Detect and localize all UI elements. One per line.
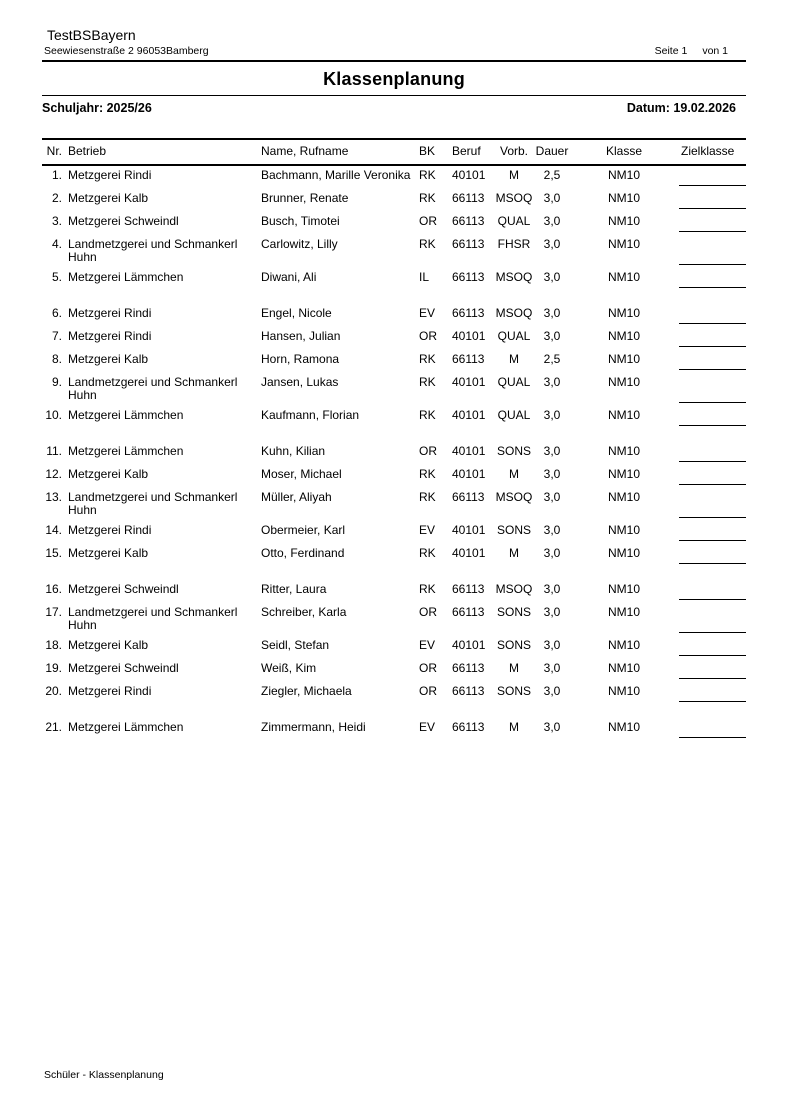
table-body <box>42 166 746 744</box>
cell-vorb: M <box>509 720 519 734</box>
zielklasse-blank-line <box>679 599 746 600</box>
cell-nr: 3. <box>51 214 62 228</box>
cell-nr: 9. <box>51 375 62 389</box>
cell-klasse: NM10 <box>607 638 640 652</box>
cell-name: Kaufmann, Florian <box>261 408 360 422</box>
cell-betrieb: Metzgerei Rindi <box>68 329 152 343</box>
cell-dauer: 3,0 <box>543 490 561 504</box>
zielklasse-blank-line <box>679 346 746 347</box>
cell-betrieb: Landmetzgerei und Schmankerl Huhn <box>68 375 238 402</box>
cell-vorb: SONS <box>496 444 531 458</box>
column-header-dauer: Dauer <box>535 144 569 158</box>
cell-name: Kuhn, Kilian <box>261 444 326 458</box>
cell-betrieb: Metzgerei Rindi <box>68 306 152 320</box>
cell-klasse: NM10 <box>607 546 640 560</box>
cell-klasse: NM10 <box>607 444 640 458</box>
cell-name: Moser, Michael <box>261 467 342 481</box>
cell-name: Ritter, Laura <box>261 582 327 596</box>
cell-name: Hansen, Julian <box>261 329 341 343</box>
cell-dauer: 3,0 <box>543 638 561 652</box>
cell-dauer: 3,0 <box>543 306 561 320</box>
cell-nr: 4. <box>51 237 62 251</box>
cell-zielklasse <box>679 721 746 734</box>
cell-zielklasse <box>679 639 746 652</box>
school-year: Schuljahr: 2025/26 <box>42 101 152 115</box>
cell-beruf: 40101 <box>452 638 486 652</box>
cell-bk: OR <box>419 329 437 343</box>
cell-name: Bachmann, Marille Veronika <box>261 168 411 182</box>
cell-zielklasse <box>679 238 746 264</box>
cell-vorb: MSOQ <box>495 490 533 504</box>
cell-bk: RK <box>419 352 436 366</box>
cell-betrieb: Metzgerei Rindi <box>68 168 152 182</box>
cell-betrieb: Metzgerei Kalb <box>68 352 149 366</box>
cell-klasse: NM10 <box>607 375 640 389</box>
cell-zielklasse <box>679 271 746 284</box>
cell-beruf: 40101 <box>452 467 486 481</box>
table-row <box>42 353 746 376</box>
cell-bk: RK <box>419 237 436 251</box>
cell-klasse: NM10 <box>607 467 640 481</box>
cell-vorb: M <box>509 352 519 366</box>
table-row <box>42 307 746 330</box>
cell-betrieb: Metzgerei Schweindl <box>68 582 179 596</box>
cell-beruf: 66113 <box>452 352 485 366</box>
title-rule <box>42 95 746 96</box>
cell-klasse: NM10 <box>607 490 640 504</box>
column-header-klasse: Klasse <box>605 144 643 158</box>
table-row <box>42 468 746 491</box>
organization-name: TestBSBayern <box>47 27 136 43</box>
table-row <box>42 662 746 685</box>
cell-beruf: 40101 <box>452 523 486 537</box>
cell-vorb: FHSR <box>497 237 531 251</box>
cell-betrieb: Metzgerei Kalb <box>68 467 149 481</box>
zielklasse-blank-line <box>679 678 746 679</box>
cell-bk: RK <box>419 546 436 560</box>
zielklasse-blank-line <box>679 563 746 564</box>
cell-klasse: NM10 <box>607 191 640 205</box>
zielklasse-blank-line <box>679 185 746 186</box>
cell-nr: 1. <box>51 168 62 182</box>
column-header-zielklasse: Zielklasse <box>681 144 735 158</box>
cell-vorb: SONS <box>496 523 531 537</box>
cell-beruf: 40101 <box>452 168 486 182</box>
zielklasse-blank-line <box>679 632 746 633</box>
cell-vorb: MSOQ <box>495 191 533 205</box>
cell-bk: RK <box>419 490 436 504</box>
cell-klasse: NM10 <box>607 306 640 320</box>
school-address: Seewiesenstraße 2 96053Bamberg <box>44 45 209 57</box>
cell-nr: 17. <box>45 605 62 619</box>
cell-bk: EV <box>419 306 436 320</box>
cell-bk: OR <box>419 661 437 675</box>
cell-klasse: NM10 <box>607 408 640 422</box>
report-content <box>42 0 746 744</box>
cell-name: Seidl, Stefan <box>261 638 330 652</box>
table-header-row <box>42 140 746 164</box>
cell-dauer: 3,0 <box>543 329 561 343</box>
zielklasse-blank-line <box>679 461 746 462</box>
cell-betrieb: Metzgerei Kalb <box>68 638 149 652</box>
header-rule <box>42 60 746 62</box>
cell-bk: OR <box>419 605 437 619</box>
table-row <box>42 547 746 570</box>
cell-beruf: 40101 <box>452 329 486 343</box>
cell-dauer: 3,0 <box>543 661 561 675</box>
zielklasse-blank-line <box>679 737 746 738</box>
cell-vorb: M <box>509 168 519 182</box>
cell-nr: 11. <box>46 444 62 458</box>
cell-beruf: 66113 <box>452 684 485 698</box>
cell-dauer: 3,0 <box>543 523 561 537</box>
cell-vorb: MSOQ <box>495 582 533 596</box>
cell-zielklasse <box>679 445 746 458</box>
zielklasse-blank-line <box>679 323 746 324</box>
cell-betrieb: Landmetzgerei und Schmankerl Huhn <box>68 490 238 517</box>
cell-vorb: M <box>509 467 519 481</box>
page-indicator <box>655 45 728 57</box>
cell-zielklasse <box>679 409 746 422</box>
cell-betrieb: Metzgerei Schweindl <box>68 214 179 228</box>
cell-bk: EV <box>419 720 436 734</box>
cell-zielklasse <box>679 491 746 517</box>
cell-vorb: MSOQ <box>495 306 533 320</box>
page-current: Seite 1 <box>654 45 688 57</box>
table-row <box>42 238 746 271</box>
cell-nr: 19. <box>45 661 62 675</box>
cell-zielklasse <box>679 547 746 560</box>
table-row <box>42 215 746 238</box>
cell-klasse: NM10 <box>607 720 640 734</box>
cell-vorb: M <box>509 661 519 675</box>
cell-vorb: QUAL <box>497 329 531 343</box>
table-row <box>42 271 746 294</box>
cell-dauer: 3,0 <box>543 237 561 251</box>
zielklasse-blank-line <box>679 484 746 485</box>
cell-name: Engel, Nicole <box>261 306 332 320</box>
cell-zielklasse <box>679 606 746 632</box>
cell-dauer: 3,0 <box>543 582 561 596</box>
cell-dauer: 3,0 <box>543 467 561 481</box>
cell-nr: 8. <box>51 352 62 366</box>
cell-dauer: 3,0 <box>543 191 561 205</box>
cell-vorb: QUAL <box>497 408 531 422</box>
cell-nr: 12. <box>45 467 62 481</box>
cell-zielklasse <box>679 169 746 182</box>
cell-beruf: 40101 <box>452 546 486 560</box>
cell-zielklasse <box>679 192 746 205</box>
cell-beruf: 40101 <box>452 444 486 458</box>
cell-bk: RK <box>419 375 436 389</box>
cell-dauer: 3,0 <box>543 546 561 560</box>
cell-name: Schreiber, Karla <box>261 605 347 619</box>
table-row <box>42 192 746 215</box>
cell-klasse: NM10 <box>607 605 640 619</box>
cell-nr: 2. <box>51 191 62 205</box>
cell-bk: EV <box>419 638 436 652</box>
zielklasse-blank-line <box>679 517 746 518</box>
cell-beruf: 66113 <box>452 490 485 504</box>
column-header-name: Name, Rufname <box>261 144 349 158</box>
table-row <box>42 491 746 524</box>
address-row <box>42 45 746 57</box>
cell-beruf: 66113 <box>452 306 485 320</box>
cell-nr: 15. <box>45 546 62 560</box>
cell-zielklasse <box>679 662 746 675</box>
table-row <box>42 639 746 662</box>
cell-zielklasse <box>679 583 746 596</box>
cell-name: Obermeier, Karl <box>261 523 346 537</box>
report-date: Datum: 19.02.2026 <box>626 101 736 115</box>
cell-dauer: 3,0 <box>543 605 561 619</box>
zielklasse-blank-line <box>679 655 746 656</box>
cell-betrieb: Landmetzgerei und Schmankerl Huhn <box>68 605 238 632</box>
cell-klasse: NM10 <box>607 270 640 284</box>
cell-name: Jansen, Lukas <box>261 375 339 389</box>
cell-vorb: M <box>509 546 519 560</box>
cell-beruf: 40101 <box>452 408 486 422</box>
cell-bk: IL <box>419 270 430 284</box>
page-total: von 1 <box>702 45 728 57</box>
cell-name: Müller, Aliyah <box>261 490 332 504</box>
cell-nr: 20. <box>45 684 62 698</box>
table-row <box>42 685 746 708</box>
column-header-beruf: Beruf <box>452 144 481 158</box>
cell-beruf: 66113 <box>452 214 485 228</box>
cell-vorb: MSOQ <box>495 270 533 284</box>
footer-label: Schüler - Klassenplanung <box>44 1069 164 1081</box>
table-row <box>42 445 746 468</box>
cell-zielklasse <box>679 685 746 698</box>
cell-beruf: 66113 <box>452 582 485 596</box>
cell-beruf: 40101 <box>452 375 486 389</box>
column-header-betrieb: Betrieb <box>68 144 107 158</box>
cell-bk: OR <box>419 444 437 458</box>
cell-nr: 10. <box>45 408 62 422</box>
cell-zielklasse <box>679 524 746 537</box>
cell-klasse: NM10 <box>607 352 640 366</box>
report-title: Klassenplanung <box>323 69 465 89</box>
cell-name: Busch, Timotei <box>261 214 340 228</box>
cell-name: Horn, Ramona <box>261 352 340 366</box>
cell-bk: OR <box>419 684 437 698</box>
cell-name: Ziegler, Michaela <box>261 684 352 698</box>
table-row <box>42 330 746 353</box>
cell-klasse: NM10 <box>607 168 640 182</box>
table-row <box>42 524 746 547</box>
zielklasse-blank-line <box>679 208 746 209</box>
cell-nr: 16. <box>45 582 62 596</box>
cell-betrieb: Metzgerei Lämmchen <box>68 270 184 284</box>
cell-beruf: 66113 <box>452 605 485 619</box>
cell-zielklasse <box>679 215 746 228</box>
cell-name: Carlowitz, Lilly <box>261 237 338 251</box>
cell-dauer: 3,0 <box>543 214 561 228</box>
cell-bk: RK <box>419 467 436 481</box>
table-row <box>42 606 746 639</box>
cell-zielklasse <box>679 353 746 366</box>
cell-klasse: NM10 <box>607 523 640 537</box>
cell-klasse: NM10 <box>607 329 640 343</box>
cell-bk: RK <box>419 582 436 596</box>
cell-vorb: SONS <box>496 684 531 698</box>
cell-bk: RK <box>419 168 436 182</box>
column-header-nr: Nr. <box>46 144 62 158</box>
cell-beruf: 66113 <box>452 720 485 734</box>
cell-betrieb: Metzgerei Schweindl <box>68 661 179 675</box>
cell-klasse: NM10 <box>607 214 640 228</box>
cell-dauer: 3,0 <box>543 408 561 422</box>
cell-betrieb: Landmetzgerei und Schmankerl Huhn <box>68 237 238 264</box>
zielklasse-blank-line <box>679 425 746 426</box>
cell-klasse: NM10 <box>607 684 640 698</box>
cell-bk: RK <box>419 191 436 205</box>
cell-zielklasse <box>679 307 746 320</box>
cell-betrieb: Metzgerei Kalb <box>68 191 149 205</box>
cell-dauer: 3,0 <box>543 444 561 458</box>
cell-nr: 21. <box>45 720 62 734</box>
cell-nr: 5. <box>51 270 62 284</box>
meta-row <box>42 102 746 115</box>
cell-name: Otto, Ferdinand <box>261 546 345 560</box>
zielklasse-blank-line <box>679 287 746 288</box>
cell-klasse: NM10 <box>607 661 640 675</box>
cell-zielklasse <box>679 330 746 343</box>
zielklasse-blank-line <box>679 540 746 541</box>
cell-nr: 7. <box>51 329 62 343</box>
cell-betrieb: Metzgerei Kalb <box>68 546 149 560</box>
cell-beruf: 66113 <box>452 270 485 284</box>
table-row <box>42 721 746 744</box>
cell-betrieb: Metzgerei Lämmchen <box>68 408 184 422</box>
cell-nr: 14. <box>45 523 62 537</box>
column-header-vorb: Vorb. <box>499 144 529 158</box>
table-row <box>42 409 746 432</box>
table-row <box>42 169 746 192</box>
cell-vorb: QUAL <box>497 214 531 228</box>
cell-name: Brunner, Renate <box>261 191 349 205</box>
cell-nr: 6. <box>51 306 62 320</box>
cell-name: Zimmermann, Heidi <box>261 720 366 734</box>
cell-vorb: QUAL <box>497 375 531 389</box>
cell-name: Weiß, Kim <box>261 661 317 675</box>
cell-betrieb: Metzgerei Lämmchen <box>68 444 184 458</box>
cell-bk: EV <box>419 523 436 537</box>
cell-beruf: 66113 <box>452 661 485 675</box>
cell-klasse: NM10 <box>607 582 640 596</box>
zielklasse-blank-line <box>679 264 746 265</box>
cell-klasse: NM10 <box>607 237 640 251</box>
cell-vorb: SONS <box>496 638 531 652</box>
zielklasse-blank-line <box>679 402 746 403</box>
cell-bk: RK <box>419 408 436 422</box>
cell-betrieb: Metzgerei Lämmchen <box>68 720 184 734</box>
cell-dauer: 3,0 <box>543 684 561 698</box>
cell-dauer: 3,0 <box>543 720 561 734</box>
cell-dauer: 3,0 <box>543 375 561 389</box>
cell-dauer: 2,5 <box>543 352 561 366</box>
cell-dauer: 2,5 <box>543 168 561 182</box>
cell-zielklasse <box>679 376 746 402</box>
cell-nr: 13. <box>45 490 62 504</box>
column-header-bk: BK <box>419 144 436 158</box>
cell-beruf: 66113 <box>452 237 485 251</box>
cell-zielklasse <box>679 468 746 481</box>
cell-vorb: SONS <box>496 605 531 619</box>
zielklasse-blank-line <box>679 369 746 370</box>
cell-betrieb: Metzgerei Rindi <box>68 684 152 698</box>
cell-dauer: 3,0 <box>543 270 561 284</box>
cell-bk: OR <box>419 214 437 228</box>
zielklasse-blank-line <box>679 231 746 232</box>
table-row <box>42 376 746 409</box>
zielklasse-blank-line <box>679 701 746 702</box>
cell-betrieb: Metzgerei Rindi <box>68 523 152 537</box>
cell-nr: 18. <box>45 638 62 652</box>
cell-name: Diwani, Ali <box>261 270 317 284</box>
cell-beruf: 66113 <box>452 191 485 205</box>
table-row <box>42 583 746 606</box>
